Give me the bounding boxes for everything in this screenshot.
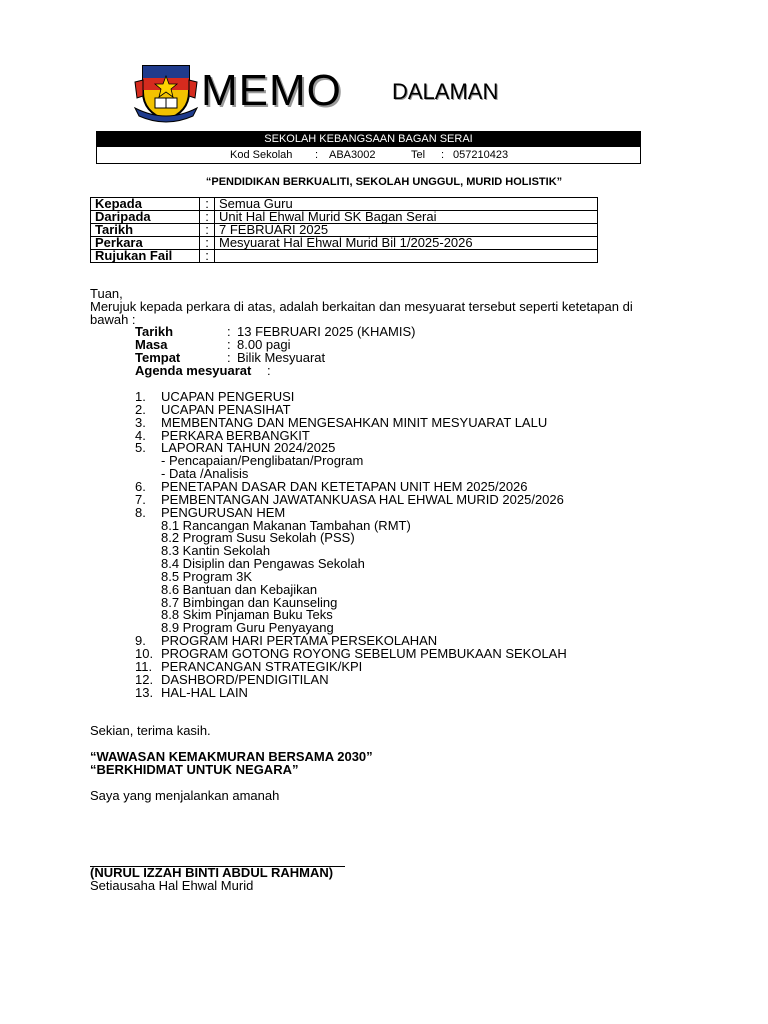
agenda-item: 8.6 Bantuan dan Kebajikan [161, 581, 318, 597]
school-tel-label: Tel [411, 149, 426, 161]
info-label: Rujukan Fail [91, 250, 200, 263]
school-crest-icon [133, 62, 199, 124]
agenda-item: PENETAPAN DASAR DAN KETETAPAN UNIT HEM 2025/2026 [161, 478, 528, 494]
agenda-item: UCAPAN PENASIHAT [161, 401, 291, 417]
school-info-box [96, 131, 641, 164]
info-label: Daripada [91, 211, 200, 224]
school-tel-sep: : [441, 149, 445, 161]
agenda-item: UCAPAN PENGERUSI [161, 389, 295, 404]
agenda-item: PEMBENTANGAN JAWATANKUASA HAL EHWAL MURID 2025/2026 [161, 491, 564, 507]
info-label: Tarikh [91, 224, 200, 237]
agenda-item: PENGURUSAN HEM [161, 504, 286, 520]
agenda-item: 8.5 Program 3K [161, 568, 253, 584]
signatory-name: (NURUL IZZAH BINTI ABDUL RAHMAN) [90, 865, 334, 880]
agenda-item-number: 7. [135, 491, 146, 507]
memo-info-table [90, 197, 598, 263]
detail-value: 13 FEBRUARI 2025 (KHAMIS) [237, 324, 416, 339]
agenda-sep: : [267, 363, 271, 378]
detail-label: Masa [135, 337, 168, 352]
info-label: Perkara [91, 237, 200, 250]
info-row [91, 250, 598, 263]
agenda-item: 8.4 Disiplin dan Pengawas Sekolah [161, 556, 365, 572]
agenda-item-number: 8. [135, 504, 146, 520]
intro-line-2: bawah : [90, 312, 136, 327]
agenda-item-number: 11. [135, 658, 153, 674]
agenda-item: 8.8 Skim Pinjaman Buku Teks [161, 607, 333, 623]
agenda-label: Agenda mesyuarat [135, 363, 252, 378]
detail-value: 8.00 pagi [237, 337, 291, 352]
agenda-item: 8.7 Bimbingan dan Kaunseling [161, 594, 338, 610]
agenda-item-number: 13. [135, 684, 154, 700]
agenda-item: LAPORAN TAHUN 2024/2025 [161, 440, 336, 456]
school-code-row [97, 147, 640, 164]
info-sep: : [200, 237, 215, 250]
intro-line-1: Merujuk kepada perkara di atas, adalah berkaitan dan mesyuarat tersebut seperti ketetapan di [90, 299, 633, 314]
signatory-title: Setiausaha Hal Ehwal Murid [90, 878, 254, 893]
agenda-item-number: 12. [135, 671, 154, 687]
agenda-item: 8.2 Program Susu Sekolah (PSS) [161, 530, 355, 546]
info-value: Semua Guru [215, 198, 598, 211]
detail-sep: : [227, 337, 231, 352]
info-sep: : [200, 250, 215, 263]
detail-value: Bilik Mesyuarat [237, 350, 326, 365]
info-label: Kepada [91, 198, 200, 211]
detail-sep: : [227, 324, 231, 339]
agenda-item: 8.1 Rancangan Makanan Tambahan (RMT) [161, 517, 411, 533]
school-code-value: ABA3002 [329, 149, 376, 161]
info-value [215, 250, 598, 263]
slogan-wawasan: “WAWASAN KEMAKMURAN BERSAMA 2030” [90, 749, 373, 764]
school-tel-value: 057210423 [453, 149, 509, 161]
slogan-berkhidmat: “BERKHIDMAT UNTUK NEGARA” [90, 762, 299, 777]
amanah-text: Saya yang menjalankan amanah [90, 788, 280, 803]
agenda-item: MEMBENTANG DAN MENGESAHKAN MINIT MESYUARAT LALU [161, 414, 548, 430]
detail-sep: : [227, 350, 231, 365]
agenda-item: HAL-HAL LAIN [161, 684, 248, 700]
school-code-label: Kod Sekolah [230, 149, 293, 161]
info-value: Mesyuarat Hal Ehwal Murid Bil 1/2025-2026 [215, 237, 598, 250]
agenda-item: PERANCANGAN STRATEGIK/KPI [161, 658, 363, 674]
agenda-item: PROGRAM HARI PERTAMA PERSEKOLAHAN [161, 633, 438, 649]
detail-label: Tempat [135, 350, 181, 365]
agenda-item: DASHBORD/PENDIGITILAN [161, 671, 329, 687]
closing-thanks: Sekian, terima kasih. [90, 723, 211, 738]
agenda-item-number: 9. [135, 633, 146, 649]
agenda-item-number: 6. [135, 478, 146, 494]
info-sep: : [200, 198, 215, 211]
agenda-item: 8.9 Program Guru Penyayang [161, 620, 334, 636]
agenda-item: PERKARA BERBANGKIT [161, 427, 310, 443]
info-value: Unit Hal Ehwal Murid SK Bagan Serai [215, 211, 598, 224]
agenda-item-number: 4. [135, 427, 146, 443]
agenda-item-number: 5. [135, 440, 146, 456]
agenda-item-number: 10. [135, 646, 154, 661]
info-row [91, 211, 598, 224]
agenda-item-number: 3. [135, 414, 146, 430]
greeting: Tuan, [90, 286, 123, 301]
school-motto: “PENDIDIKAN BERKUALITI, SEKOLAH UNGGUL, MURID HOLISTIK” [205, 176, 563, 188]
info-value: 7 FEBRUARI 2025 [215, 224, 598, 237]
agenda-item: PROGRAM GOTONG ROYONG SEBELUM PEMBUKAAN SEKOLAH [161, 646, 567, 661]
agenda-item-number: 1. [135, 389, 146, 404]
school-code-sep: : [315, 149, 319, 161]
info-sep: : [200, 224, 215, 237]
memo-title: MEMO [201, 66, 342, 115]
detail-label: Tarikh [135, 324, 174, 339]
info-sep: : [200, 211, 215, 224]
agenda-item-number: 2. [135, 401, 146, 417]
agenda-item: - Data /Analisis [161, 466, 249, 482]
memo-subtitle: DALAMAN [392, 79, 499, 104]
school-name: SEKOLAH KEBANGSAAN BAGAN SERAI [97, 132, 640, 147]
agenda-item: - Pencapaian/Penglibatan/Program [161, 453, 364, 469]
agenda-item: 8.3 Kantin Sekolah [161, 543, 271, 559]
